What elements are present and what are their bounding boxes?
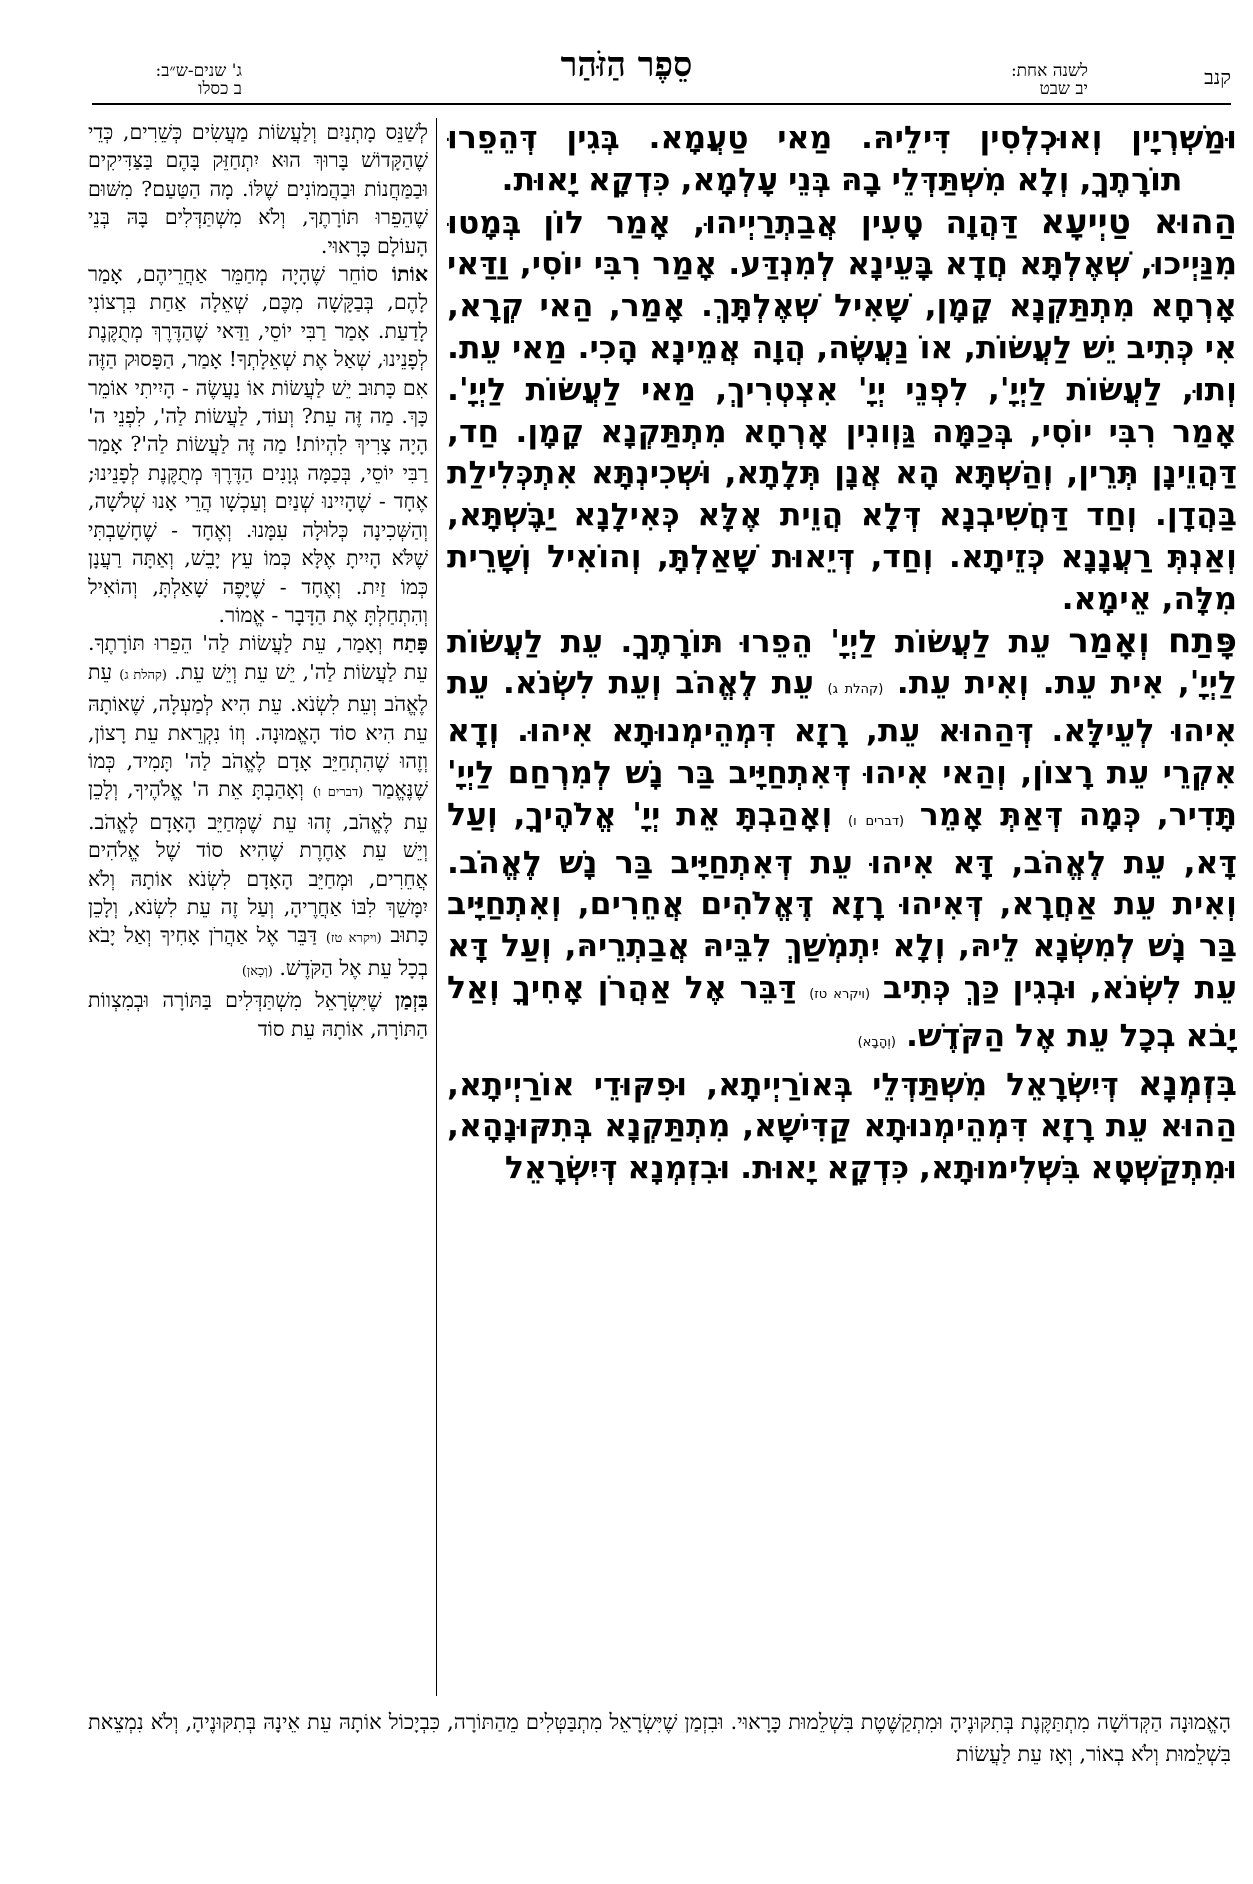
main-paragraph	[447, 1064, 1237, 1190]
commentary-paragraph	[88, 986, 428, 1043]
page-number: קנב	[1204, 65, 1231, 89]
paragraph-body: דְּיִשְׂרָאֵל מִשְׁתַּדְּלֵי בְּאוֹרַיְיתָא, וּפִקּוּדֵי אוֹרַיְיתָא, הַהוּא עֵת רָזָא דִּמְהֵימְנוּתָא קַדִּישָׁא, מִתְתַּקְנָא בְּתִקּוּנָהָא, וּמִתְקַשְׁטָא בִּשְׁלִימוּתָא, כִּדְקָא יָאוּת. וּבִזְמְנָא דְּיִשְׂרָאֵל	[447, 1066, 1237, 1187]
paragraph-body: שֶׁיִּשְׂרָאֵל מִשְׁתַּדְּלִים בַּתּוֹרָה וּבְמִצְווֹת הַתּוֹרָה, אוֹתָהּ עֵת סוֹד	[88, 988, 428, 1041]
paragraph-body: עֵת לֶאֱהֹב וְעֵת לִשְׂנֹא. עֵת הִיא לְמַעְלָה, שֶׁאוֹתָהּ עֵת הִיא סוֹד הָאֱמוּנָה. וְזוֹ נִקְרֵאת עֵת רָצוֹן, וְזֶהוּ שֶׁהִתְחַיֵּב אָדָם לֶאֱהֹב לַה' תָּמִיד, כְּמוֹ שֶׁנֶּאֱמַר	[88, 659, 428, 802]
daily-study-label: לשנה אחת:	[1010, 61, 1088, 81]
paragraph-lead: פָּתַח וְאָמַר	[1068, 620, 1237, 661]
paragraph-body: סוֹחֵר שֶׁהָיָה מְחַמֵּר אַחֲרֵיהֶם, אָמַר לָהֶם, בְּבַקָּשָׁה מִכֶּם, שְׁאֵלָה אַחַת בִּרְצוֹנִי לָדַעַת. אָמַר רַבִּי יוֹסֵי, וַדַּאי שֶׁהַדֶּרֶךְ מְתֻקֶּנֶת לְפָנֵינוּ, שְׁאַל אֶת שְׁאֵלָתְךָ! אָמַר, הַפָּסוּק הַזֶּה אִם כָּתוּב יֵשׁ לַעֲשׂוֹת אוֹ נַעֲשֶׂה - הָיִיתִי אוֹמֵר כָּךְ. מַה זֶּה עֵת? וְעוֹד, לַעֲשׂוֹת לַה', לִפְנֵי ה' הָיָה צָרִיךְ לִהְיוֹת! מַה זֶּה לַעֲשׂוֹת לַה'? אָמַר רַבִּי יוֹסֵי, בְּכַמָּה גְוָנִים הַדֶּרֶךְ מְתֻקֶּנֶת לְפָנֵינוּ; אֶחָד - שֶׁהָיִינוּ שְׁנַיִם וְעַכְשָׁו הֲרֵי אָנוּ שְׁלֹשָׁה, וְהַשְּׁכִינָה כְּלוּלָה עִמָּנוּ. וְאֶחָד - שֶׁחָשַׁבְתִּי שֶׁלֹּא הָיִיתָ אֶלָּא כְּמוֹ עֵץ יָבֵשׁ, וְאַתָּה רַעֲנָן כְּמוֹ זַיִת. וְאֶחָד - שֶׁיָּפֶה שָׁאַלְתָּ, וְהוֹאִיל וְהִתְחַלְתָּ אֶת הַדָּבָר - אֱמוֹר.	[88, 262, 428, 627]
schedule-header	[92, 62, 242, 98]
paragraph-body: וְאָהַבְתָּ אֵת יְיָ' אֱלֹהֶיךָ, וְעַל דָּא, עֵת לֶאֱהֹב, דָּא אִיהוּ עֵת דְּאִתְחַיָּיב בַּר נָשׁ לֶאֱהֹב. וְאִית עֵת אַחֲרָא, דְּאִיהוּ רָזָא דֶּאֱלֹהִים אֲחֵרִים, וְאִתְחַיָּיב בַּר נָשׁ לְמִשְׂנָא לֵיהּ, וְלָא יִתְמְשַׁךְ לִבֵּיהּ אֲבַתְרֵיהּ, וְעַל דָּא עֵת לִשְׂנֹא, וּבְגִין כַּךְ כְּתִיב	[447, 796, 1237, 1006]
verse-reference: (דברים ו)	[312, 785, 364, 801]
verse-reference: (ויקרא טז)	[809, 986, 871, 1002]
main-text-column	[447, 118, 1237, 1696]
paragraph-lead: בִּזְמְנָא	[1137, 1063, 1237, 1104]
paragraph-body: עֵת לַעֲשׂוֹת לַיְיָ' הֵפֵרוּ תּוֹרָתֶךָ. עֵת לַעֲשׂוֹת לַיְיָ', אִית עֵת. וְאִית עֵת.	[447, 623, 1237, 702]
book-title: סֵפֶר הַזֹּהַר	[560, 45, 693, 85]
verse-reference: (וְכָאן)	[241, 963, 273, 979]
verse-reference: (וְהָבָא)	[857, 1034, 896, 1050]
commentary-paragraph	[88, 260, 428, 629]
verse-reference: (קהלת ג)	[119, 667, 167, 683]
commentary-paragraph	[88, 629, 428, 986]
schedule-label: ג' שנים-ש״ב:	[155, 61, 242, 81]
bottom-continuation	[88, 1706, 1231, 1776]
paragraph-lead: פָּתַח	[392, 631, 428, 656]
commentary-column	[88, 118, 428, 1696]
bottom-paragraph: הָאֱמוּנָה הַקְּדוֹשָׁה מִתְתַּקֶּנֶת בְּתִקּוּנֶיהָ וּמִתְקַשֶּׁטֶת בִּשְׁלֵמוּת כָּרָאוּי. וּבִזְמַן שֶׁיִּשְׂרָאֵל מִתְבַּטְּלִים מֵהַתּוֹרָה, כִּבְיָכוֹל אוֹתָהּ עֵת אֵינָהּ בְּתִקּוּנֶיהָ, וְלֹא נִמְצֵאת בִּשְׁלֵמוּת וְלֹא בְאוֹר, וְאָז עֵת לַעֲשׂוֹת	[88, 1710, 1231, 1766]
paragraph-body: דַּהֲוָה טָעִין אֲבַתְרַיְיהוּ, אָמַר לוֹן בְּמָטוּ מִנַּיְיכוּ, שְׁאֶלְתָּא חֲדָא בָּעֵינָא לְמִנְדַּע. אָמַר רִבִּי יוֹסִי, וַדַּאי אָרְחָא מִתְתַּקְנָא קָמָן, שָׁאִיל שְׁאֶלְתָּךְ. אָמַר, הַאי קְרָא, אִי כְּתִיב יֵשׁ לַעֲשׂוֹת, אוֹ נַעֲשֶׂה, הֲוָה אֲמֵינָא הָכִי. מַאי עֵת. וְתוּ, לַעֲשׂוֹת לַיְיָ', לִפְנֵי יְיָ' אִצְטְרִיךְ, מַאי לַעֲשׂוֹת לַיְיָ'. אָמַר רִבִּי יוֹסִי, בְּכַמָּה גַּוְונִין אָרְחָא מִתְתַּקְנָא קָמָן. חַד, דַּהֲוֵינָן תְּרֵין, וְהַשְׁתָּא הָא אֲנָן תְּלָתָא, וּשְׁכִינְתָּא אִתְכְּלִילַת בַּהֲדָן. וְחַד דַּחֲשִׁיבְנָא דְּלָא הֲוֵית אֶלָּא כְּאִילָנָא יַבֶּשְׁתָּא, וְאַנְתְּ רַעֲנָנָא כְּזֵיתָא. וְחַד, דְּיֵאוּת שָׁאַלְתָּ, וְהוֹאִיל וְשָׁרֵית מִלָּה, אֵימָא.	[447, 204, 1237, 617]
main-paragraph	[447, 621, 1237, 1064]
paragraph-lead: אוֹתוֹ	[391, 262, 428, 287]
paragraph-lead: בִּזְמַן	[395, 988, 428, 1013]
column-divider	[436, 118, 437, 1696]
paragraph-body: דַּבֵּר אֶל אַהֲרֹן אָחִיךָ וְאַל יָבֹא בְכָל עֵת אֶל הַקֹּדֶשׁ.	[447, 969, 1237, 1054]
schedule-date: ב כסלו	[198, 79, 242, 99]
paragraph-body: וְאָהַבְתָּ אֵת ה' אֱלֹהֶיךָ, וְלָכֵן עֵת לֶאֱהֹב, זֶהוּ עֵת שֶׁמְּחַיֵּב הָאָדָם לֶאֱהֹב. וְיֵשׁ עֵת אַחֶרֶת שֶׁהִיא סוֹד שֶׁל אֱלֹהִים אֲחֵרִים, וּמְחַיֵּב הָאָדָם לִשְׂנֹא אוֹתָהּ וְלֹא יִמָּשֵׁךְ לִבּוֹ אַחֲרֶיהָ, וְעַל זֶה עֵת לִשְׂנֹא, וְלָכֵן כָּתוּב	[88, 777, 428, 948]
verse-reference: (דברים ו)	[848, 813, 905, 829]
daily-study-date: יב שבט	[1039, 79, 1088, 99]
verse-reference: (ויקרא טז)	[325, 931, 382, 947]
header-rule	[92, 103, 1231, 105]
paragraph-body: וְאָמַר, עֵת לַעֲשׂוֹת לַה' הֵפֵרוּ תּוֹרָתֶךָ. עֵת לַעֲשׂוֹת לַה', יֵשׁ עֵת וְיֵשׁ עֵת.	[88, 631, 428, 684]
main-paragraph	[447, 202, 1237, 621]
verse-reference: (קהלת ג)	[827, 682, 884, 698]
commentary-paragraph: לְשַׁנֵּס מָתְנַיִם וְלַעֲשׂוֹת מַעֲשִׂים כְּשֵׁרִים, כְּדֵי שֶׁהַקָּדוֹשׁ בָּרוּךְ הוּא יִתְחַזֵּק בָּהֶם בַּצַּדִּיקִים וּבַמַּחֲנוֹת וּבַהֲמוֹנִים שֶׁלּוֹ. מָה הַטַּעַם? מִשּׁוּם שֶׁהֵפֵרוּ תּוֹרָתֶךָ, וְלֹא מִשְׁתַּדְּלִים בָּהּ בְּנֵי הָעוֹלָם כָּרָאוּי.	[88, 120, 428, 258]
paragraph-body: דַּבֵּר אֶל אַהֲרֹן אָחִיךָ וְאַל יָבֹא בְכָל עֵת אֶל הַקֹּדֶשׁ.	[88, 923, 428, 980]
main-paragraph: וּמַשְׁרְיָין וְאוּכְלְסִין דִּילֵיהּ. מַאי טַעֲמָא. בְּגִין דְּהֵפֵרוּ תוֹרָתֶךָ, וְלָא מִשְׁתַּדְּלֵי בָהּ בְּנֵי עָלְמָא, כִּדְקָא יָאוּת.	[447, 120, 1237, 198]
paragraph-lead: הַהוּא טַיְיעָא	[1040, 201, 1237, 242]
paragraph-body: עֵת לֶאֱהֹב וְעֵת לִשְׂנֹא. עֵת אִיהוּ לְעֵילָּא. דְּהַהוּא עֵת, רָזָא דִּמְהֵימְנוּתָא אִיהוּ. וְדָא אִקְרֵי עֵת רָצוֹן, וְהַאי אִיהוּ דְּאִתְחַיָּיב בַּר נָשׁ לְמִרְחַם לַיְיָ' תָּדִיר, כְּמָה דְּאַתְּ אָמֵר	[447, 665, 1237, 833]
